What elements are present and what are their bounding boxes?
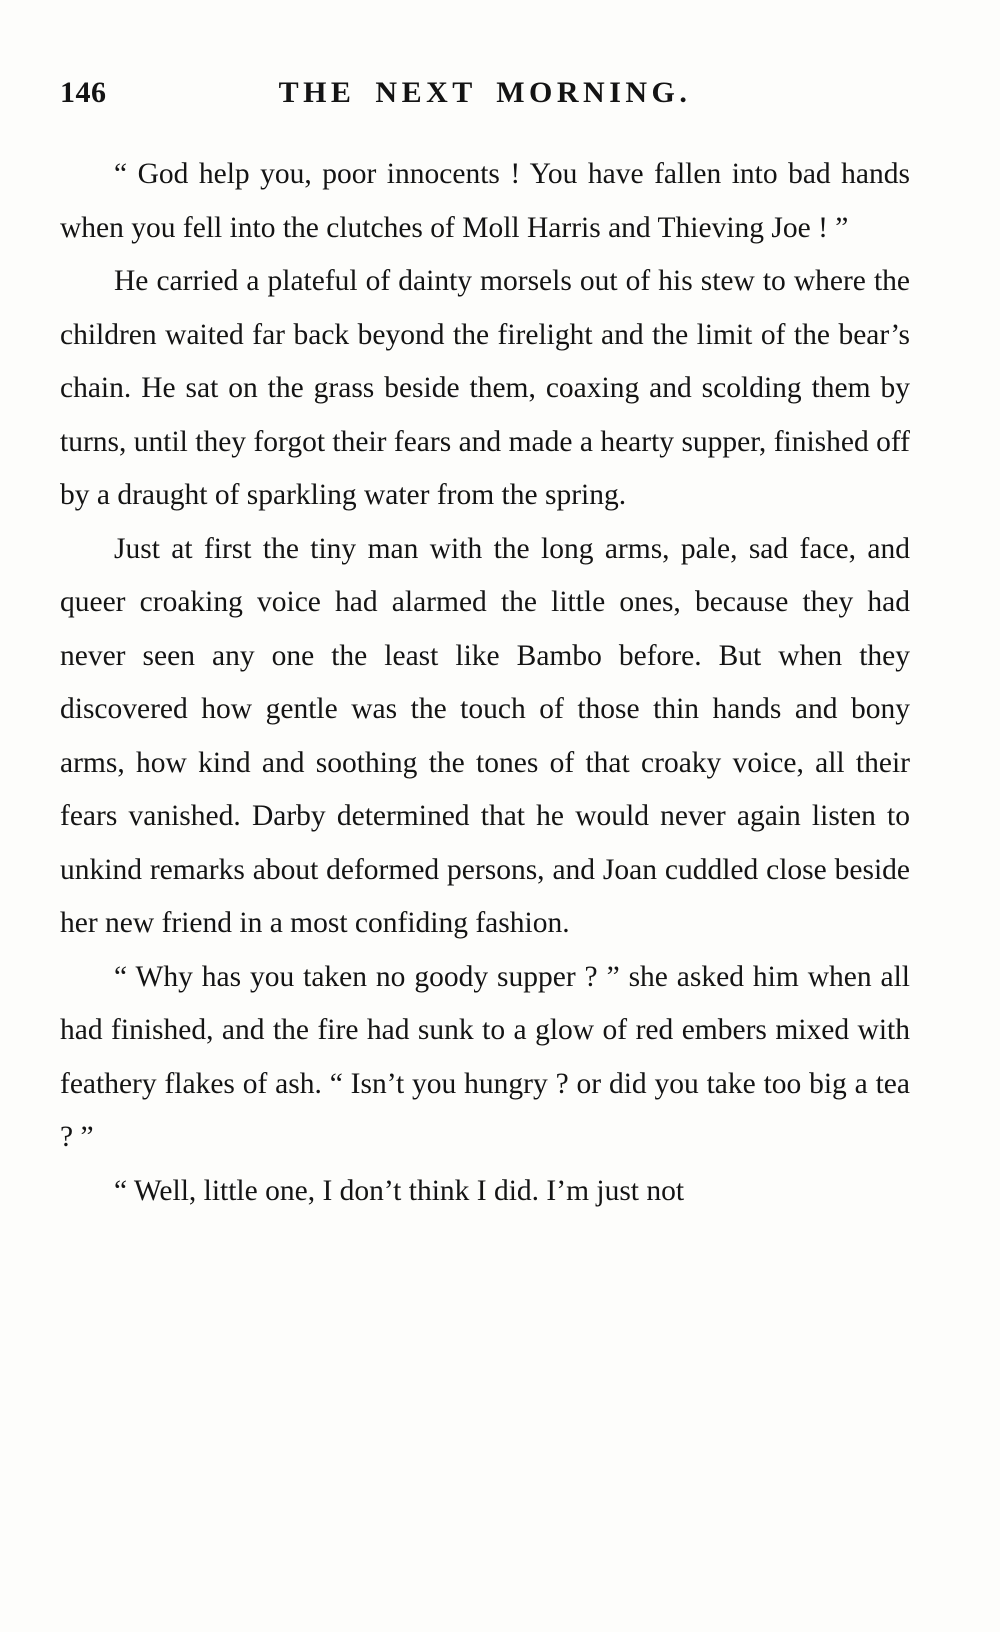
paragraph: “ Well, little one, I don’t think I did. I’m just not <box>114 1174 685 1207</box>
running-title: THE NEXT MORNING. <box>278 76 692 109</box>
page-header <box>60 70 910 130</box>
paragraph: “ Why has you taken no goody supper ? ” she asked him when all had finished, and the fire had sunk to a glow of red embers mixed with feathery flakes of ash. “ Isn’t you hungry ? or did you take too big a tea ? ” <box>60 960 910 1153</box>
paragraph: He carried a plateful of dainty morsels out of his stew to where the children waited far back beyond the firelight and the limit of the bear’s chain. He sat on the grass beside them, coaxing and scolding them by turns, until they forgot their fears and made a hearty supper, finished off by a draught of sparkling water from the spring. <box>60 265 910 511</box>
page-number: 146 <box>60 76 107 109</box>
paragraph: Just at first the tiny man with the long arms, pale, sad face, and queer croaking voice had alarmed the little ones, because they had never seen any one the least like Bambo before. But when they discovered how gentle was the touch of those thin hands and bony arms, how kind and soothing the tones of that croaky voice, all their fears vanished. Darby determined that he would never again listen to unkind remarks about deformed persons, and Joan cuddled close beside her new friend in a most confiding fashion. <box>60 532 910 939</box>
body-text <box>60 148 910 1218</box>
paragraph: “ God help you, poor innocents ! You have fallen into bad hands when you fell into the clutches of Moll Harris and Thieving Joe ! ” <box>60 158 910 244</box>
